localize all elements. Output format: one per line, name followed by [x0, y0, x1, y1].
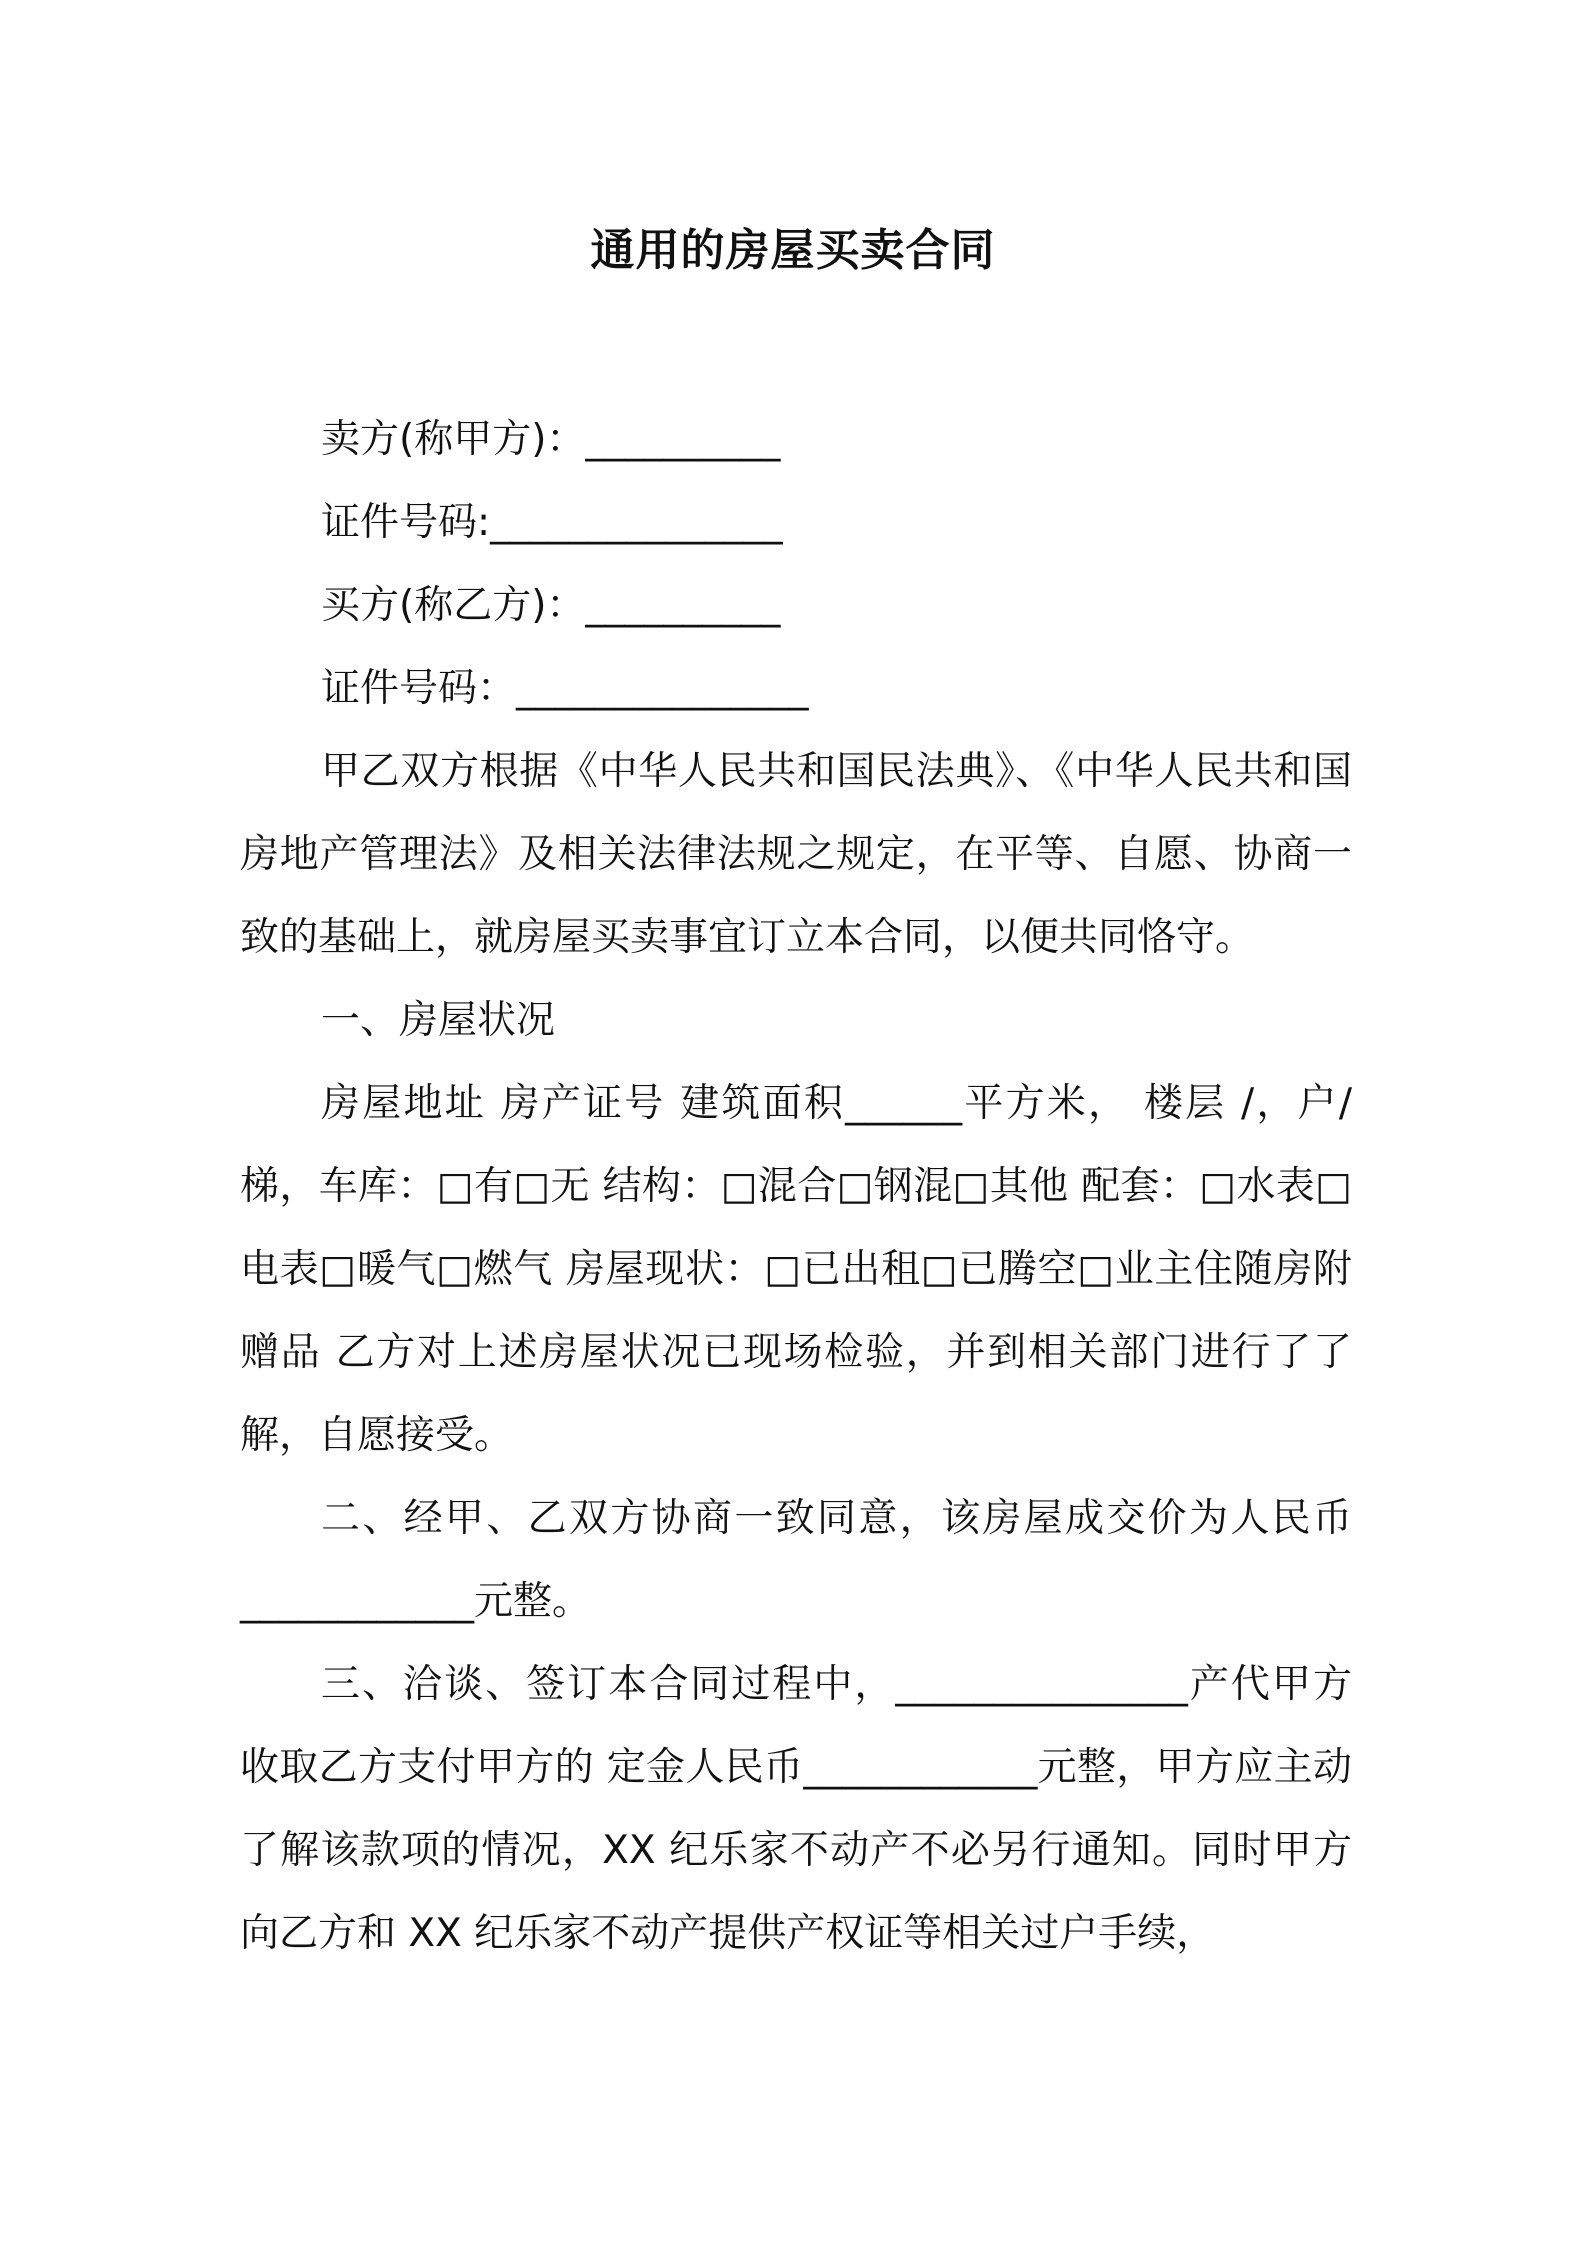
house-status-paragraph: 房屋地址 房产证号 建筑面积______平方米， 楼层 /，户/梯，车库：□有□无 结构：□混合□钢混□其他 配套：□水表□电表□暖气□燃气 房屋现状：□已出租□已腾空□业主住随房附赠品 乙方对上述房屋状况已现场检验，并到相关部门进行了了解，自愿接受。	[240, 1081, 1352, 1458]
price-paragraph: 二、经甲、乙双方协商一致同意，该房屋成交价为人民币____________元整。	[240, 1496, 1352, 1624]
section-heading-house-status: 一、房屋状况	[321, 998, 556, 1043]
seller-id-field: 证件号码:_______________	[321, 500, 783, 545]
preamble-paragraph: 甲乙双方根据《中华人民共和国民法典》、《中华人民共和国房地产管理法》及相关法律法规之规定，在平等、自愿、协商一致的基础上，就房屋买卖事宜订立本合同，以便共同恪守。	[240, 749, 1352, 960]
document-body	[240, 398, 1352, 1975]
buyer-field: 买方(称乙方)：__________	[321, 583, 781, 628]
buyer-id-field: 证件号码：_______________	[321, 666, 809, 711]
deposit-paragraph: 三、洽谈、签订本合同过程中，_______________产代甲方收取乙方支付甲方的 定金人民币____________元整，甲方应主动了解该款项的情况，XX 纪乐家不动产不必另行通知。同时甲方向乙方和 XX 纪乐家不动产提供产权证等相关过户手续，	[240, 1662, 1352, 1956]
seller-field: 卖方(称甲方)：__________	[321, 417, 781, 462]
document-title: 通用的房屋买卖合同	[590, 225, 996, 276]
